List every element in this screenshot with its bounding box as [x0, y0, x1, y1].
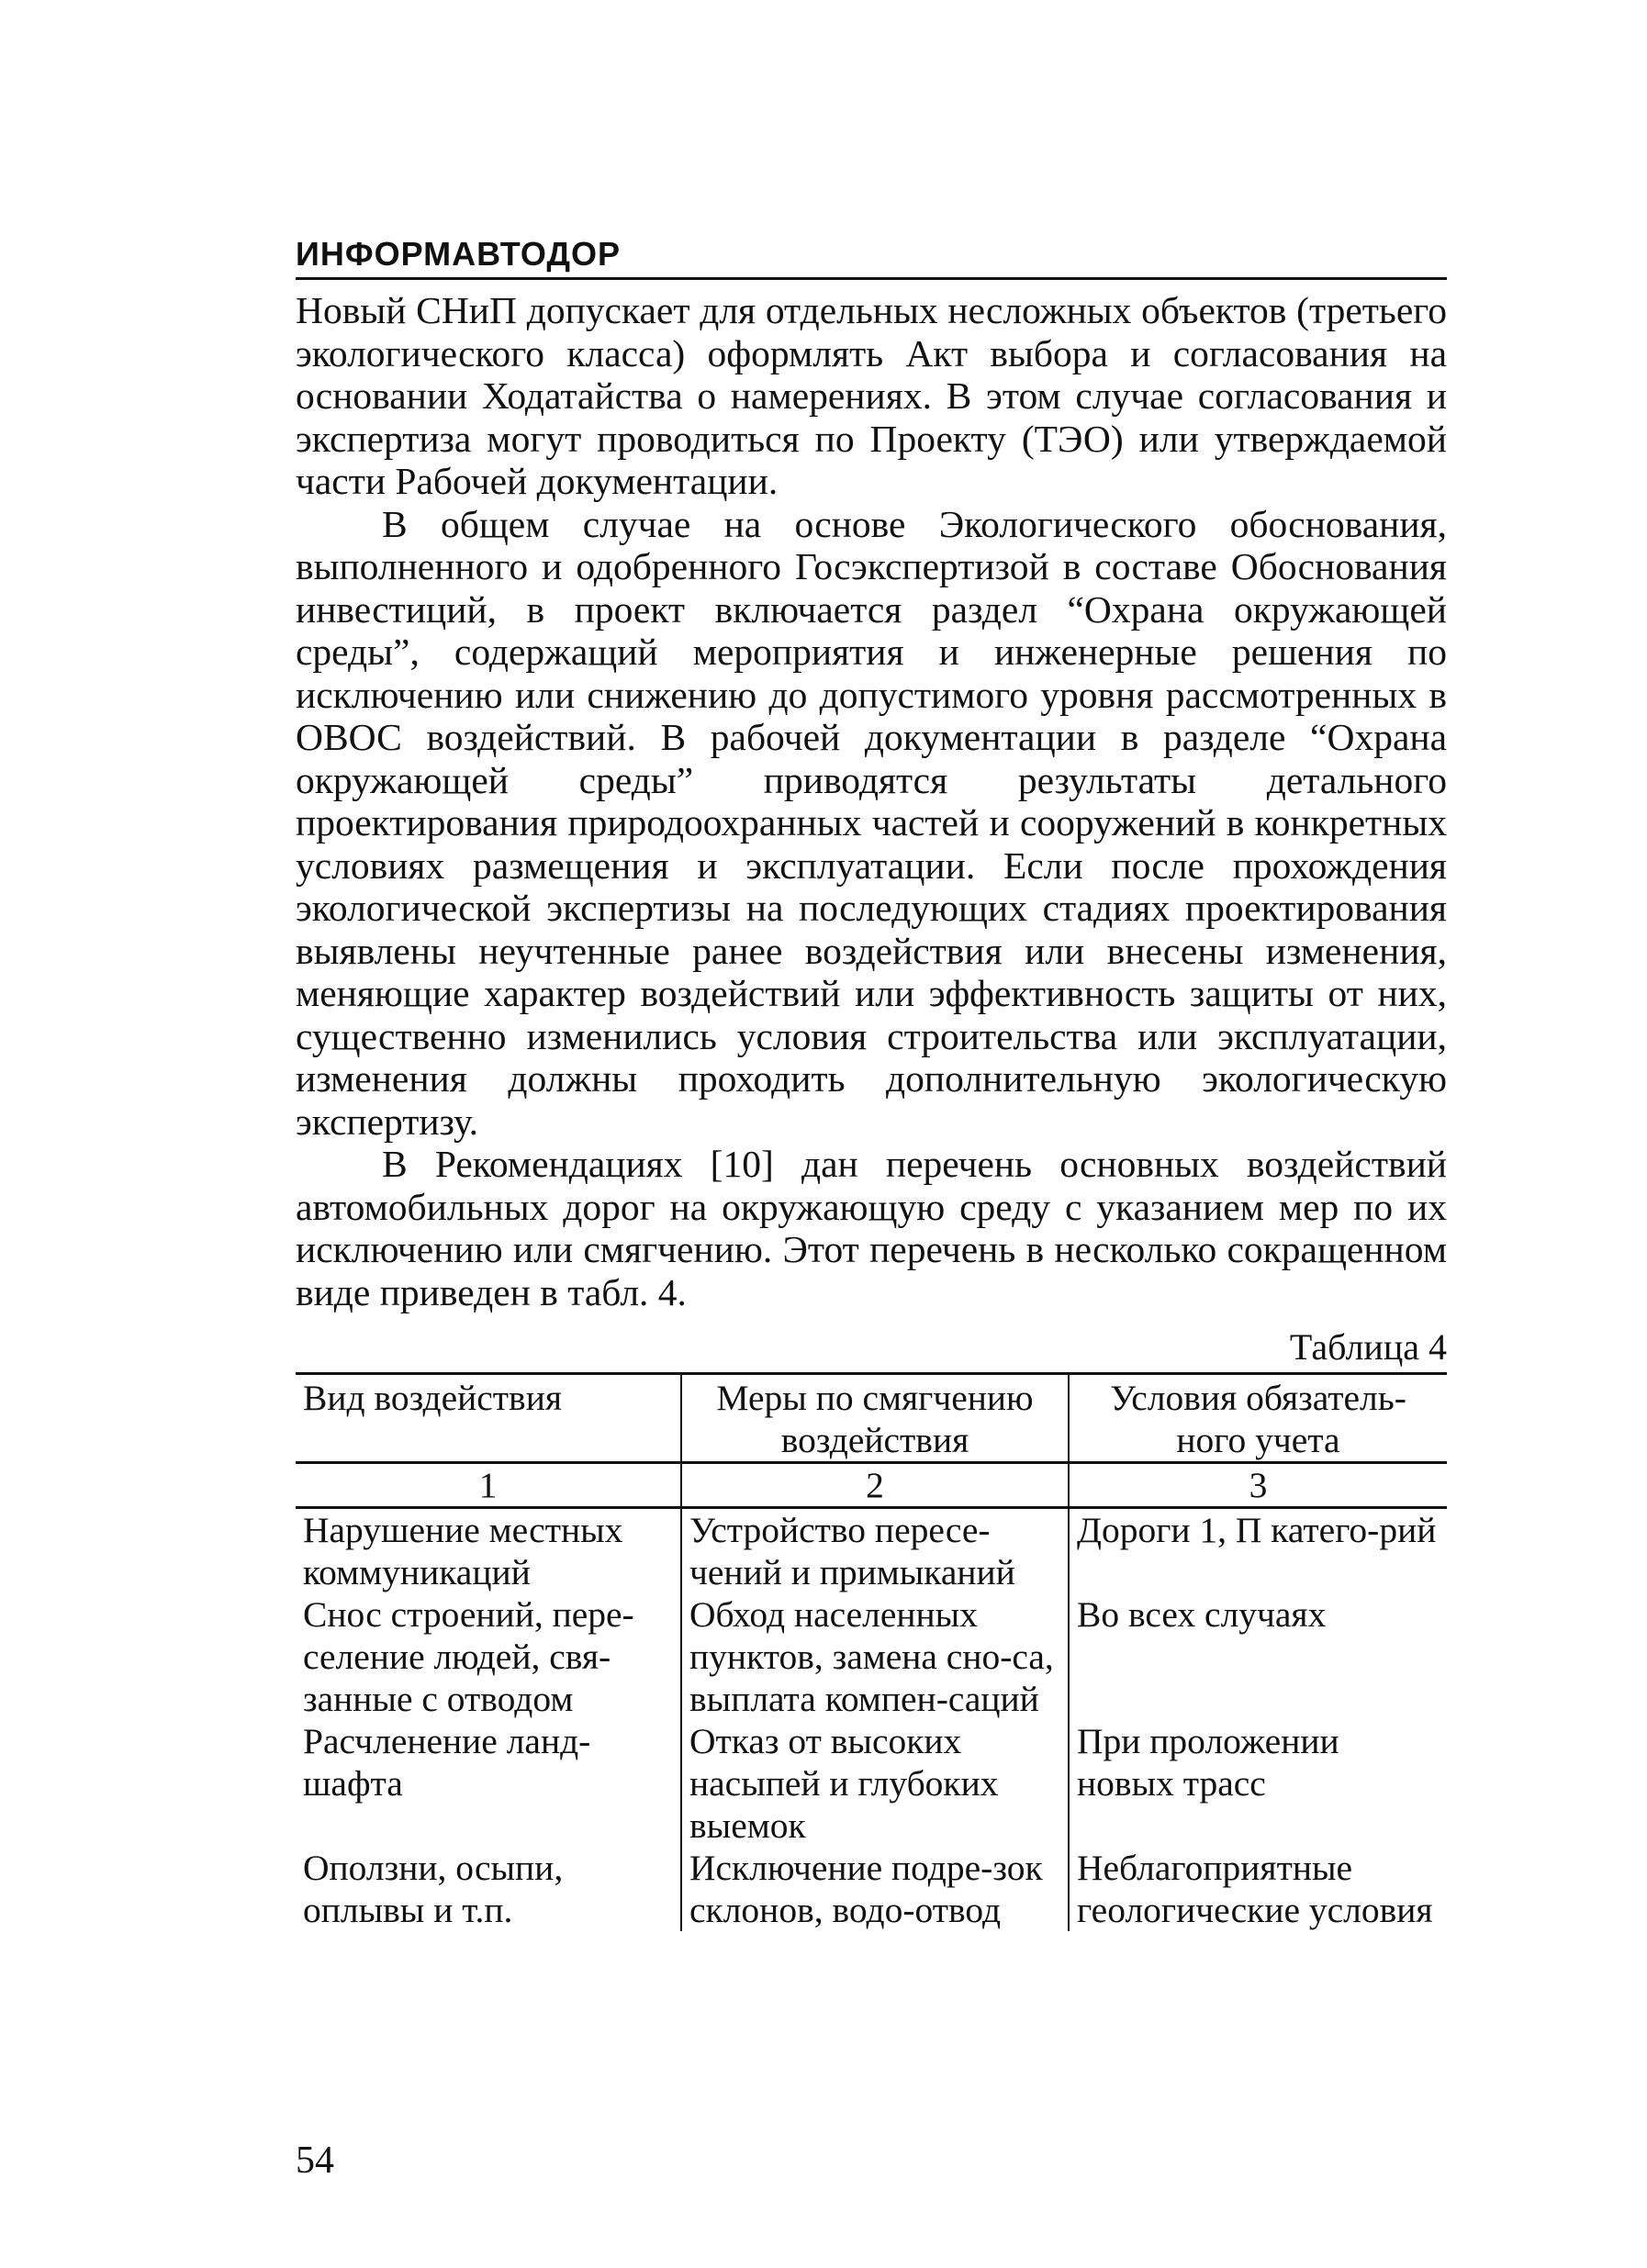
header-conditions: Условия обязатель-ного учета	[1069, 1374, 1447, 1463]
table-cell: Расчленение ланд-шафта	[303, 1721, 591, 1804]
table-cell: Обход населенных пунктов, замена сно-са, выплата компен-саций	[681, 1593, 1069, 1720]
table-cell: Во всех случаях	[1069, 1593, 1447, 1720]
header-impact-type: Вид воздействия	[296, 1374, 681, 1463]
table-cell: Неблагоприятные геологические условия	[1069, 1847, 1447, 1931]
table-column-numbers	[296, 1463, 1447, 1508]
paragraph-1: Новый СНиП допускает для отдельных несложных объектов (третьего экологического класса) оформлять Акт выбора и согласования на основании Ходатайства о намерениях. В этом случае согласования и экспертиза могут проводиться по Проекту (ТЭО) или утверждаемой части Рабочей документации.	[296, 289, 1447, 502]
table-row	[296, 1593, 1447, 1720]
table-caption: Таблица 4	[1289, 1326, 1447, 1368]
document-page	[296, 235, 1447, 1931]
column-number: 1	[296, 1463, 681, 1508]
body-text	[296, 289, 1447, 1313]
table-cell: Снос строений, пере-селение людей, свя-занные с отводом	[303, 1594, 634, 1719]
page-number: 54	[296, 2140, 334, 2182]
table-row	[296, 1720, 1447, 1847]
table-cell: При проложении новых трасс	[1069, 1720, 1447, 1847]
table-cell: Нарушение местных коммуникаций	[303, 1510, 623, 1592]
paragraph-3: В Рекомендациях [10] дан перечень основных воздействий автомобильных дорог на окружающую среду с указанием мер по их исключению или смягчению. Этот перечень в несколько сокращенном виде приведен в табл. 4.	[296, 1143, 1447, 1313]
paragraph-2: В общем случае на основе Экологического обоснования, выполненного и одобренного Госэкспертизой в составе Обоснования инвестиций, в проект включается раздел “Охрана окружающей среды”, содержащий мероприятия и инженерные решения по исключению или снижению до допустимого уровня рассмотренных в ОВОС воздействий. В рабочей документации в разделе “Охрана окружающей среды” приводятся результаты детального проектирования природоохранных частей и сооружений в конкретных условиях размещения и эксплуатации. Если после прохождения экологической экспертизы на последующих стадиях проектирования выявлены неучтенные ранее воздействия или внесены изменения, меняющие характер воздействий или эффективность защиты от них, существенно изменились условия строительства или эксплуатации, изменения должны проходить дополнительную экологическую экспертизу.	[296, 502, 1447, 1143]
table-header-row	[296, 1374, 1447, 1463]
impact-table	[296, 1372, 1447, 1931]
table-cell: Устройство пересе-чений и примыканий	[681, 1508, 1069, 1594]
table-cell: Дороги 1, П катего-рий	[1069, 1508, 1447, 1594]
table-row	[296, 1508, 1447, 1594]
table-row	[296, 1847, 1447, 1931]
column-number: 3	[1069, 1463, 1447, 1508]
table-cell: Отказ от высоких насыпей и глубоких выемок	[681, 1720, 1069, 1847]
table-cell: Исключение подре-зок склонов, водо-отвод	[681, 1847, 1069, 1931]
column-number: 2	[681, 1463, 1069, 1508]
running-header: ИНФОРМАВТОДОР	[296, 235, 1447, 280]
table-cell: Оползни, осыпи, оплывы и т.п.	[303, 1848, 564, 1930]
header-mitigation: Меры по смягчению воздействия	[681, 1374, 1069, 1463]
